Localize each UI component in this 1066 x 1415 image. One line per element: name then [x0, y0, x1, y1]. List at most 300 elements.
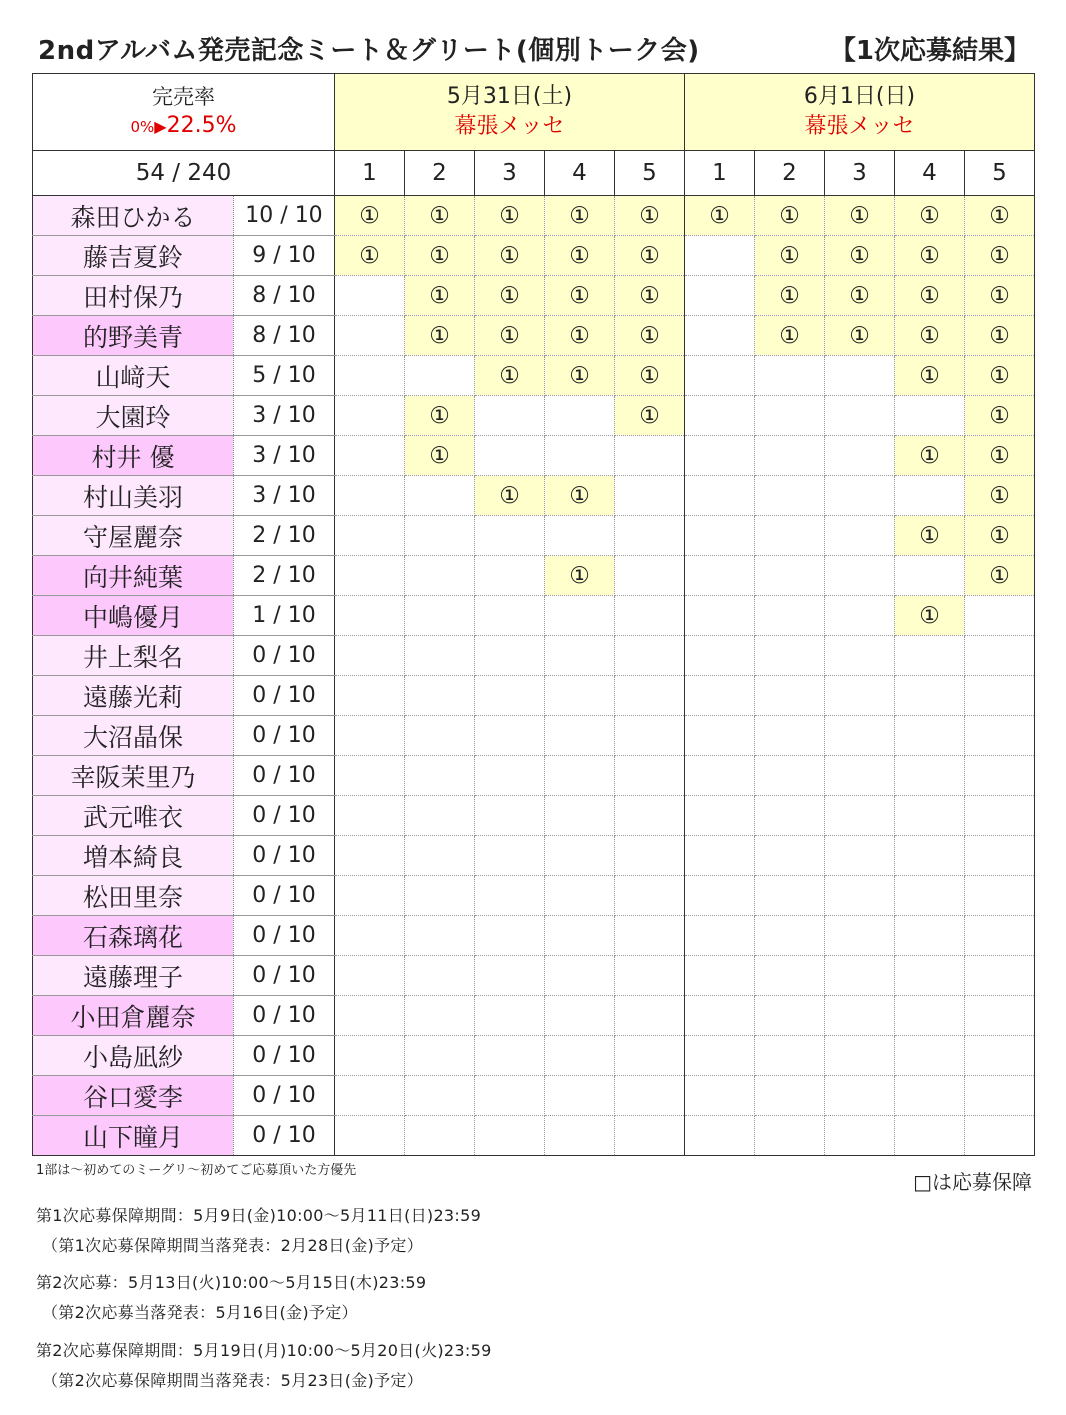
result-label: 【1次応募結果】: [829, 36, 1030, 66]
slot-cell: [895, 796, 965, 836]
slot-cell: [685, 916, 755, 956]
slot-cell: [685, 836, 755, 876]
member-count: 0 / 10: [234, 796, 335, 836]
slot-cell: [335, 876, 405, 916]
slot-cell: [825, 916, 895, 956]
table-row: [33, 476, 1035, 516]
member-name: 田村保乃: [33, 276, 234, 316]
slot-cell: [895, 1116, 965, 1156]
slot-cell: [825, 596, 895, 636]
sellout-rate-value: [33, 111, 334, 142]
slot-cell: [475, 556, 545, 596]
slot-cell: [825, 1116, 895, 1156]
slot-cell: [335, 316, 405, 356]
slot-cell: [545, 516, 615, 556]
slot-cell: [475, 636, 545, 676]
slot-header: 4: [545, 151, 615, 196]
slot-cell: ①: [335, 236, 405, 276]
slot-cell: [895, 636, 965, 676]
slot-header: 2: [755, 151, 825, 196]
slot-cell: [685, 276, 755, 316]
slot-cell: [965, 596, 1035, 636]
slot-cell: [895, 396, 965, 436]
slot-cell: ①: [405, 396, 475, 436]
slot-cell: [615, 916, 685, 956]
day-date: 5月31日(土): [446, 84, 573, 109]
slot-cell: [615, 956, 685, 996]
slot-cell: [895, 556, 965, 596]
member-name: 村井 優: [33, 436, 234, 476]
member-name: 遠藤光莉: [33, 676, 234, 716]
slot-cell: ①: [895, 276, 965, 316]
table-row: [33, 876, 1035, 916]
slot-cell: ①: [965, 196, 1035, 236]
slot-cell: [895, 1036, 965, 1076]
slot-cell: [405, 676, 475, 716]
slot-cell: [825, 396, 895, 436]
slot-cell: [895, 836, 965, 876]
slot-cell: [405, 596, 475, 636]
slot-cell: [825, 556, 895, 596]
slot-cell: [965, 716, 1035, 756]
slot-cell: [895, 476, 965, 516]
slot-cell: [405, 756, 475, 796]
slot-cell: [545, 716, 615, 756]
slot-cell: [755, 956, 825, 996]
slot-cell: [685, 436, 755, 476]
slot-cell: [825, 836, 895, 876]
slot-cell: ①: [825, 196, 895, 236]
slot-cell: [405, 556, 475, 596]
slot-cell: [405, 916, 475, 956]
slot-cell: [685, 1076, 755, 1116]
slot-cell: [335, 996, 405, 1036]
slot-cell: ①: [475, 476, 545, 516]
slot-cell: [545, 796, 615, 836]
slot-cell: [615, 636, 685, 676]
slot-cell: [825, 636, 895, 676]
slot-cell: [615, 836, 685, 876]
slot-cell: [685, 636, 755, 676]
slot-cell: [615, 596, 685, 636]
table-row: [33, 716, 1035, 756]
slot-cell: [895, 676, 965, 716]
slot-cell: ①: [895, 236, 965, 276]
slot-cell: ①: [825, 236, 895, 276]
table-row: [33, 956, 1035, 996]
slot-cell: ①: [615, 236, 685, 276]
slot-cell: [405, 516, 475, 556]
title-row: [38, 28, 1038, 72]
slot-cell: [685, 716, 755, 756]
slot-cell: [615, 516, 685, 556]
slot-cell: ①: [545, 316, 615, 356]
slot-cell: ①: [895, 196, 965, 236]
slot-cell: ①: [965, 436, 1035, 476]
slot-cell: [685, 756, 755, 796]
slot-cell: [755, 676, 825, 716]
slot-cell: [685, 356, 755, 396]
day-header-2: [685, 74, 1035, 151]
schedule-line: 第2次応募：5月13日(火)10:00～5月15日(木)23:59: [36, 1273, 427, 1292]
slot-cell: [685, 676, 755, 716]
slot-cell: [405, 836, 475, 876]
rate-to: 22.5%: [166, 112, 237, 138]
slot-cell: [755, 716, 825, 756]
sellout-rate-cell: [33, 74, 335, 151]
member-count: 0 / 10: [234, 1116, 335, 1156]
slot-cell: [825, 1036, 895, 1076]
member-count: 0 / 10: [234, 756, 335, 796]
slot-header: 1: [335, 151, 405, 196]
slot-cell: [405, 1076, 475, 1116]
slot-cell: [475, 676, 545, 716]
slot-cell: [545, 836, 615, 876]
slot-cell: [965, 636, 1035, 676]
member-count: 0 / 10: [234, 916, 335, 956]
slot-cell: [545, 396, 615, 436]
member-count: 9 / 10: [234, 236, 335, 276]
slot-cell: [825, 436, 895, 476]
slot-cell: [405, 876, 475, 916]
table-row: [33, 636, 1035, 676]
slot-cell: [685, 396, 755, 436]
slot-cell: [615, 716, 685, 756]
member-count: 0 / 10: [234, 956, 335, 996]
member-count: 0 / 10: [234, 996, 335, 1036]
slot-cell: ①: [755, 276, 825, 316]
slot-cell: [755, 1116, 825, 1156]
member-count: 2 / 10: [234, 516, 335, 556]
slot-cell: [755, 476, 825, 516]
slot-cell: [335, 836, 405, 876]
slot-cell: ①: [895, 516, 965, 556]
slot-cell: [965, 876, 1035, 916]
day-header-1: [335, 74, 685, 151]
slot-cell: [615, 556, 685, 596]
member-count: 0 / 10: [234, 716, 335, 756]
member-count: 0 / 10: [234, 876, 335, 916]
member-name: 村山美羽: [33, 476, 234, 516]
slot-cell: [615, 676, 685, 716]
slot-cell: [965, 836, 1035, 876]
slot-cell: ①: [475, 316, 545, 356]
slot-cell: [475, 996, 545, 1036]
slot-cell: [685, 316, 755, 356]
slot-cell: [755, 596, 825, 636]
slot-cell: [405, 956, 475, 996]
slot-cell: [965, 1036, 1035, 1076]
slot-cell: [405, 356, 475, 396]
slot-cell: [335, 516, 405, 556]
slot-cell: ①: [545, 276, 615, 316]
slot-cell: ①: [615, 316, 685, 356]
slot-cell: [475, 596, 545, 636]
table-row: [33, 996, 1035, 1036]
slot-cell: [335, 396, 405, 436]
header-row-days: [33, 74, 1035, 151]
total-count: 54 / 240: [33, 151, 335, 196]
slot-cell: ①: [965, 356, 1035, 396]
slot-header: 3: [825, 151, 895, 196]
slot-cell: [615, 756, 685, 796]
slot-cell: [545, 676, 615, 716]
member-count: 3 / 10: [234, 476, 335, 516]
slot-cell: [825, 1076, 895, 1116]
day-date: 6月1日(日): [803, 84, 916, 109]
member-count: 0 / 10: [234, 1036, 335, 1076]
slot-cell: [545, 436, 615, 476]
footnote: 1部は～初めてのミーグリ～初めてご応募頂いた方優先: [36, 1163, 357, 1178]
table-row: [33, 596, 1035, 636]
slot-cell: [475, 716, 545, 756]
slot-cell: ①: [545, 476, 615, 516]
slot-cell: [685, 476, 755, 516]
slot-cell: [405, 796, 475, 836]
slot-cell: [755, 1036, 825, 1076]
schedule-line: 第2次応募保障期間：5月19日(月)10:00～5月20日(火)23:59: [36, 1341, 492, 1360]
slot-cell: [335, 956, 405, 996]
member-name: 森田ひかる: [33, 196, 234, 236]
slot-cell: [615, 1076, 685, 1116]
slot-cell: [615, 1116, 685, 1156]
header-row-slots: [33, 151, 1035, 196]
member-name: 山下瞳月: [33, 1116, 234, 1156]
slot-cell: [545, 756, 615, 796]
member-count: 3 / 10: [234, 396, 335, 436]
member-name: 山﨑天: [33, 356, 234, 396]
slot-cell: ①: [405, 316, 475, 356]
slot-cell: [405, 1036, 475, 1076]
slot-cell: [545, 1036, 615, 1076]
slot-cell: [475, 1036, 545, 1076]
member-name: 大園玲: [33, 396, 234, 436]
slot-cell: [335, 796, 405, 836]
slot-cell: [965, 756, 1035, 796]
member-count: 10 / 10: [234, 196, 335, 236]
slot-cell: ①: [755, 236, 825, 276]
schedule-line: （第2次応募保障期間当落発表：5月23日(金)予定）: [42, 1371, 424, 1390]
slot-cell: [755, 556, 825, 596]
slot-cell: ①: [405, 276, 475, 316]
slot-cell: [615, 476, 685, 516]
slot-cell: [685, 996, 755, 1036]
slot-cell: ①: [895, 596, 965, 636]
slot-cell: ①: [685, 196, 755, 236]
slot-cell: ①: [965, 236, 1035, 276]
slot-cell: [895, 716, 965, 756]
guarantee-note: □は応募保障: [913, 1170, 1032, 1194]
slot-cell: [825, 956, 895, 996]
slot-cell: [335, 1076, 405, 1116]
slot-cell: [755, 996, 825, 1036]
slot-cell: [475, 796, 545, 836]
member-name: 小島凪紗: [33, 1036, 234, 1076]
member-name: 石森璃花: [33, 916, 234, 956]
slot-cell: ①: [615, 196, 685, 236]
slot-cell: ①: [615, 276, 685, 316]
slot-cell: [755, 356, 825, 396]
slot-cell: [545, 996, 615, 1036]
slot-cell: [615, 876, 685, 916]
slot-header: 3: [475, 151, 545, 196]
slot-cell: [965, 956, 1035, 996]
schedule-line: （第2次応募当落発表：5月16日(金)予定）: [42, 1303, 358, 1322]
slot-cell: [475, 876, 545, 916]
member-name: 谷口愛李: [33, 1076, 234, 1116]
slot-cell: [755, 636, 825, 676]
slot-header: 4: [895, 151, 965, 196]
slot-cell: ①: [475, 356, 545, 396]
member-count: 0 / 10: [234, 636, 335, 676]
slot-cell: [685, 956, 755, 996]
table-row: [33, 836, 1035, 876]
slot-cell: [545, 596, 615, 636]
slot-cell: [545, 1076, 615, 1116]
table-row: [33, 676, 1035, 716]
member-name: 藤吉夏鈴: [33, 236, 234, 276]
slot-header: 2: [405, 151, 475, 196]
slot-cell: ①: [965, 556, 1035, 596]
slot-cell: ①: [895, 316, 965, 356]
slot-cell: ①: [405, 196, 475, 236]
availability-table: [32, 73, 1035, 1156]
table-row: [33, 316, 1035, 356]
slot-cell: [965, 1116, 1035, 1156]
slot-cell: [965, 796, 1035, 836]
slot-cell: [405, 996, 475, 1036]
slot-cell: [965, 1076, 1035, 1116]
member-count: 0 / 10: [234, 836, 335, 876]
slot-cell: ①: [825, 316, 895, 356]
triangle-right-icon: ▶: [154, 116, 167, 136]
slot-cell: [895, 956, 965, 996]
slot-cell: ①: [475, 276, 545, 316]
slot-cell: [685, 876, 755, 916]
slot-cell: [755, 916, 825, 956]
slot-cell: [335, 1116, 405, 1156]
slot-cell: [965, 676, 1035, 716]
slot-cell: [825, 756, 895, 796]
member-count: 1 / 10: [234, 596, 335, 636]
sellout-rate-label: 完売率: [152, 84, 215, 109]
slot-cell: [475, 956, 545, 996]
table-row: [33, 396, 1035, 436]
slot-cell: [335, 756, 405, 796]
slot-cell: [545, 956, 615, 996]
slot-cell: [685, 796, 755, 836]
slot-cell: ①: [965, 476, 1035, 516]
slot-cell: [475, 396, 545, 436]
slot-cell: ①: [615, 396, 685, 436]
slot-cell: [335, 636, 405, 676]
slot-cell: [685, 556, 755, 596]
slot-cell: [825, 516, 895, 556]
slot-cell: [335, 916, 405, 956]
slot-cell: ①: [545, 556, 615, 596]
member-name: 松田里奈: [33, 876, 234, 916]
slot-cell: [545, 876, 615, 916]
slot-cell: [335, 596, 405, 636]
table-row: [33, 516, 1035, 556]
slot-cell: [335, 356, 405, 396]
slot-cell: [825, 676, 895, 716]
slot-cell: ①: [335, 196, 405, 236]
slot-cell: [615, 1036, 685, 1076]
slot-cell: [545, 1116, 615, 1156]
slot-cell: [545, 916, 615, 956]
slot-cell: [685, 596, 755, 636]
slot-header: 5: [965, 151, 1035, 196]
slot-cell: [405, 476, 475, 516]
slot-cell: [685, 236, 755, 276]
slot-cell: ①: [405, 436, 475, 476]
slot-cell: ①: [475, 196, 545, 236]
slot-cell: [755, 876, 825, 916]
member-name: 増本綺良: [33, 836, 234, 876]
slot-cell: ①: [825, 276, 895, 316]
table-row: [33, 756, 1035, 796]
slot-cell: [755, 1076, 825, 1116]
slot-cell: [615, 436, 685, 476]
slot-cell: ①: [405, 236, 475, 276]
slot-cell: [685, 1116, 755, 1156]
slot-cell: [475, 1116, 545, 1156]
slot-cell: [405, 716, 475, 756]
member-count: 8 / 10: [234, 316, 335, 356]
member-count: 3 / 10: [234, 436, 335, 476]
member-name: 遠藤理子: [33, 956, 234, 996]
slot-cell: [965, 996, 1035, 1036]
member-name: 幸阪茉里乃: [33, 756, 234, 796]
slot-cell: [965, 916, 1035, 956]
table-row: [33, 1036, 1035, 1076]
table-row: [33, 556, 1035, 596]
slot-cell: ①: [545, 236, 615, 276]
table-row: [33, 796, 1035, 836]
table-row: [33, 916, 1035, 956]
slot-cell: [475, 916, 545, 956]
slot-cell: [335, 276, 405, 316]
member-name: 大沼晶保: [33, 716, 234, 756]
slot-cell: [475, 1076, 545, 1116]
schedule-line: （第1次応募保障期間当落発表：2月28日(金)予定）: [42, 1236, 424, 1255]
slot-cell: [895, 996, 965, 1036]
slot-cell: [895, 756, 965, 796]
day-venue: 幕張メッセ: [804, 114, 915, 139]
slot-cell: [335, 476, 405, 516]
slot-cell: ①: [965, 316, 1035, 356]
table-row: [33, 1076, 1035, 1116]
slot-cell: ①: [755, 316, 825, 356]
slot-cell: [335, 676, 405, 716]
member-name: 小田倉麗奈: [33, 996, 234, 1036]
slot-cell: [755, 756, 825, 796]
member-count: 2 / 10: [234, 556, 335, 596]
slot-cell: [335, 556, 405, 596]
slot-cell: ①: [545, 356, 615, 396]
slot-cell: [615, 796, 685, 836]
slot-cell: [405, 636, 475, 676]
rate-from: 0%: [130, 117, 155, 136]
day-venue: 幕張メッセ: [454, 114, 565, 139]
slot-cell: [685, 1036, 755, 1076]
slot-cell: [825, 876, 895, 916]
schedule-line: 第1次応募保障期間：5月9日(金)10:00～5月11日(日)23:59: [36, 1206, 482, 1225]
slot-cell: ①: [545, 196, 615, 236]
slot-cell: [895, 876, 965, 916]
slot-cell: [475, 516, 545, 556]
